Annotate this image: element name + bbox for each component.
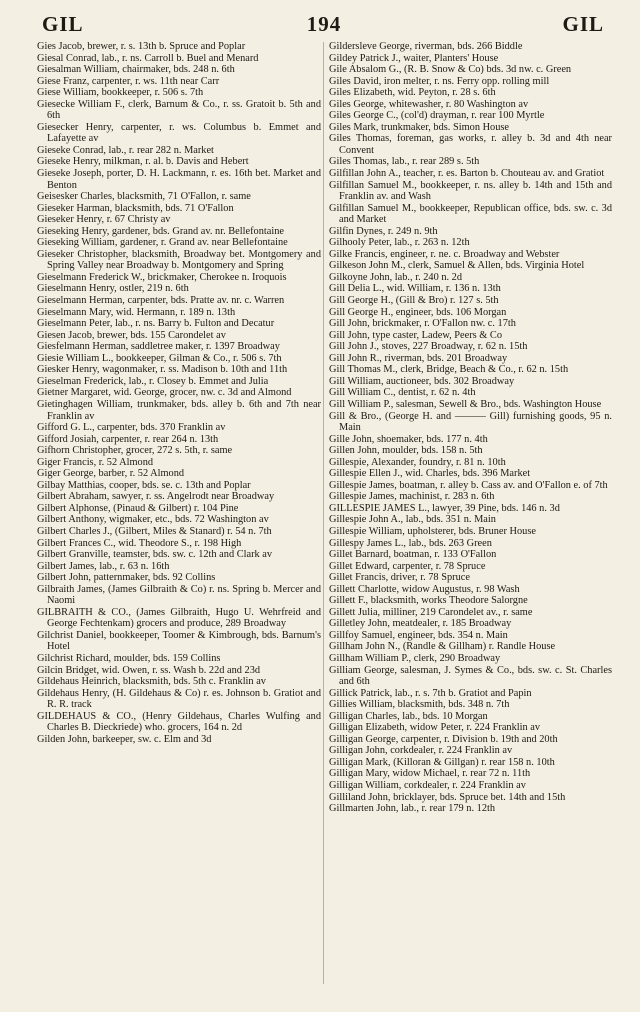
directory-entry: Gill John, brickmaker, r. O'Fallon nw. c. 17th bbox=[329, 318, 516, 330]
directory-entry: Gieseke Henry, milkman, r. al. b. Davis and Hebert bbox=[37, 156, 249, 168]
directory-entry: Gilkeson John M., clerk, Samuel & Allen, bds. Virginia Hotel bbox=[329, 260, 585, 272]
directory-entry: Gilfin Dynes, r. 249 n. 9th bbox=[329, 225, 438, 237]
directory-entry: Gilfillan Samuel M., bookkeeper, Republican office, bds. sw. c. 3d and Market bbox=[329, 202, 612, 226]
directory-entry: GILBRAITH & CO., (James Gilbraith, Hugo U. Wehrfreid and George Fechtenkam) grocers and produce, 289 Broadway bbox=[37, 606, 321, 630]
directory-entry: Gieseker Harman, blacksmith, bds. 71 O'Fallon bbox=[37, 202, 234, 214]
directory-entry: Gilligan Mary, widow Michael, r. rear 72 n. 11th bbox=[329, 768, 531, 780]
directory-entry: Gilchrist Richard, moulder, bds. 159 Collins bbox=[37, 652, 221, 664]
directory-entry: Gieseker Christopher, blacksmith, Broadway bet. Montgomery and Spring Valley near Broadway b. Montgomery and Spring bbox=[37, 248, 321, 272]
left-column bbox=[37, 41, 321, 745]
directory-entry: Gill John, type caster, Ladew, Peers & Co bbox=[329, 329, 502, 341]
directory-entry: Gillen John, moulder, bds. 158 n. 5th bbox=[329, 445, 483, 457]
directory-entry: Gilbert Charles J., (Gilbert, Miles & Stanard) r. 54 n. 7th bbox=[37, 525, 272, 537]
directory-entry: Gieseke Conrad, lab., r. rear 282 n. Market bbox=[37, 144, 214, 156]
header-left-guide-word: GIL bbox=[42, 12, 84, 36]
directory-entry: Gillet Barnard, boatman, r. 133 O'Fallon bbox=[329, 549, 497, 561]
directory-entry: Gilligan Elizabeth, widow Peter, r. 224 Franklin av bbox=[329, 722, 541, 734]
directory-entry: Giger Francis, r. 52 Almond bbox=[37, 456, 154, 468]
directory-entry: Gilligan William, corkdealer, r. 224 Franklin av bbox=[329, 780, 526, 791]
directory-entry: Giesalman William, chairmaker, bds. 248 n. 6th bbox=[37, 64, 235, 76]
directory-entry: Gill William C., dentist, r. 62 n. 4th bbox=[329, 387, 476, 399]
directory-entry: Giesie William L., bookkeeper, Gilman & Co., r. 506 s. 7th bbox=[37, 352, 282, 364]
directory-entry: Giesal Conrad, lab., r. ns. Carroll b. Buel and Menard bbox=[37, 52, 259, 64]
directory-entry: Gilliam George, salesman, J. Symes & Co., bds. sw. c. St. Charles and 6th bbox=[329, 664, 612, 688]
directory-entry: Giles George C., (col'd) drayman, r. rear 100 Myrtle bbox=[329, 110, 545, 122]
directory-entry: Gillespie William, upholsterer, bds. Bruner House bbox=[329, 525, 536, 537]
directory-entry: Giles Mark, trunkmaker, bds. Simon House bbox=[329, 121, 510, 133]
directory-entry: Gilkoyne John, lab., r. 240 n. 2d bbox=[329, 271, 463, 283]
directory-entry: Gietinghagen William, trunkmaker, bds. alley b. 6th and 7th near Franklin av bbox=[37, 398, 321, 422]
directory-entry: Gilbert John, patternmaker, bds. 92 Collins bbox=[37, 572, 216, 584]
directory-entry: Gilhooly Peter, lab., r. 263 n. 12th bbox=[329, 237, 470, 249]
directory-entry: Gillies William, blacksmith, bds. 348 n. 7th bbox=[329, 699, 510, 711]
directory-entry: Gietner Margaret, wid. George, grocer, nw. c. 3d and Almond bbox=[37, 387, 292, 399]
directory-entry: Giesecke William F., clerk, Barnum & Co., r. ss. Gratoit b. 5th and 6th bbox=[37, 98, 321, 122]
directory-entry: Geisesker Charles, blacksmith, 71 O'Fallon, r. same bbox=[37, 191, 251, 203]
directory-entry: Gildersleve George, riverman, bds. 266 Biddle bbox=[329, 41, 523, 52]
directory-entry: Giesfelmann Herman, saddletree maker, r. 1397 Broadway bbox=[37, 341, 280, 353]
directory-entry: GILDEHAUS & CO., (Henry Gildehaus, Charles Wulfing and Charles B. Dieckriede) who. grocers, 164 n. 2d bbox=[37, 710, 321, 734]
directory-entry: Gill George H., (Gill & Bro) r. 127 s. 5th bbox=[329, 295, 499, 307]
directory-entry: Gilligan George, carpenter, r. Division b. 19th and 20th bbox=[329, 733, 558, 745]
directory-entry: Gill William, auctioneer, bds. 302 Broadway bbox=[329, 375, 515, 387]
directory-entry: Gillick Patrick, lab., r. s. 7th b. Gratiot and Papin bbox=[329, 687, 532, 699]
directory-entry: Gilligan Mark, (Killoran & Gillgan) r. rear 158 n. 10th bbox=[329, 756, 555, 768]
page-header bbox=[38, 8, 610, 36]
directory-entry: Gilbert Granville, teamster, bds. sw. c. 12th and Clark av bbox=[37, 549, 273, 561]
directory-entry: Gilchrist Daniel, bookkeeper, Toomer & Kimbrough, bds. Barnum's Hotel bbox=[37, 629, 321, 653]
directory-entry: Gieselmann Henry, ostler, 219 n. 6th bbox=[37, 283, 189, 295]
directory-entry: Gillett Charlotte, widow Augustus, r. 98 Wash bbox=[329, 583, 520, 595]
directory-entry: Gilfillan John A., teacher, r. es. Barton b. Chouteau av. and Gratiot bbox=[329, 168, 605, 180]
directory-entry: Giles David, iron melter, r. ns. Ferry opp. rolling mill bbox=[329, 75, 550, 87]
directory-entry: Gilcin Bridget, wid. Owen, r. ss. Wash b. 22d and 23d bbox=[37, 664, 261, 676]
directory-entry: Gieseking William, gardener, r. Grand av. near Bellefontaine bbox=[37, 237, 288, 249]
directory-entry: Giles George, whitewasher, r. 80 Washington av bbox=[329, 98, 529, 110]
directory-entry: Giesker Henry, wagonmaker, r. ss. Madison b. 10th and 11th bbox=[37, 364, 288, 376]
directory-entry: Giles Thomas, foreman, gas works, r. alley b. 3d and 4th near Convent bbox=[329, 133, 612, 156]
directory-entry: Gieseking Henry, gardener, bds. Grand av. nr. Bellefontaine bbox=[37, 225, 284, 237]
directory-entry: Gildey Patrick J., waiter, Planters' House bbox=[329, 52, 499, 64]
directory-entry: Gillespy James L., lab., bds. 263 Green bbox=[329, 537, 492, 549]
directory-entry: Gill William P., salesman, Sewell & Bro., bds. Washington House bbox=[329, 398, 602, 410]
directory-entry: Gilbert Anthony, wigmaker, etc., bds. 72 Washington av bbox=[37, 514, 269, 526]
directory-entry: GILLESPIE JAMES L., lawyer, 39 Pine, bds. 146 n. 3d bbox=[329, 502, 560, 514]
directory-entry: Gieselmann Peter, lab., r. ns. Barry b. Fulton and Decatur bbox=[37, 318, 275, 330]
directory-entry: Gilden John, barkeeper, sw. c. Elm and 3d bbox=[37, 733, 212, 745]
right-column bbox=[329, 41, 612, 815]
directory-entry: Gieseke Joseph, porter, D. H. Lackmann, r. es. 16th bet. Market and Benton bbox=[37, 168, 321, 191]
directory-entry: Gillfoy Samuel, engineer, bds. 354 n. Main bbox=[329, 629, 508, 641]
header-right-guide-word: GIL bbox=[562, 12, 604, 36]
directory-entry: Gieselman Frederick, lab., r. Closey b. Emmet and Julia bbox=[37, 375, 269, 387]
directory-entry: Gifhorn Christopher, grocer, 272 s. 5th, r. same bbox=[37, 445, 233, 457]
directory-entry: Gile Absalom G., (R. B. Snow & Co) bds. 3d nw. c. Green bbox=[329, 64, 572, 76]
directory-entry: Gillmarten John, lab., r. rear 179 n. 12th bbox=[329, 803, 496, 815]
directory-entry: Gill Delia L., wid. William, r. 136 n. 13th bbox=[329, 283, 501, 295]
directory-entry: Gillet Francis, driver, r. 78 Spruce bbox=[329, 572, 470, 584]
directory-entry: Gill Thomas M., clerk, Bridge, Beach & Co., r. 62 n. 15th bbox=[329, 364, 569, 376]
directory-entry: Gillet Edward, carpenter, r. 78 Spruce bbox=[329, 560, 486, 572]
directory-entry: Gilbert James, lab., r. 63 n. 16th bbox=[37, 560, 170, 572]
directory-entry: Gieselmann Mary, wid. Hermann, r. 189 n. 13th bbox=[37, 306, 236, 318]
directory-entry: Gieselmann Frederick W., brickmaker, Cherokee n. Iroquois bbox=[37, 271, 287, 283]
directory-entry: Gilfillan Samuel M., bookkeeper, r. ns. alley b. 14th and 15th and Franklin av. and Wash bbox=[329, 179, 612, 203]
directory-entry: Giles Elizabeth, wid. Peyton, r. 28 s. 6th bbox=[329, 87, 496, 99]
directory-entry: Gilliland John, bricklayer, bds. Spruce bet. 14th and 15th bbox=[329, 791, 566, 803]
directory-entry: Gille John, shoemaker, bds. 177 n. 4th bbox=[329, 433, 488, 445]
directory-entry: Giese Franz, carpenter, r. ws. 11th near Carr bbox=[37, 75, 220, 87]
directory-entry: Giesecker Henry, carpenter, r. ws. Columbus b. Emmet and Lafayette av bbox=[37, 121, 321, 145]
column-divider bbox=[323, 42, 324, 984]
directory-entry: Gill & Bro., (George H. and ——— Gill) furnishing goods, 95 n. Main bbox=[329, 410, 612, 434]
directory-entry: Gildehaus Henry, (H. Gildehaus & Co) r. es. Johnson b. Gratiot and R. R. track bbox=[37, 687, 321, 711]
directory-entry: Gilke Francis, engineer, r. ne. c. Broadway and Webster bbox=[329, 248, 560, 260]
directory-entry: Gillham William P., clerk, 290 Broadway bbox=[329, 652, 501, 664]
directory-entry: Gilbay Matthias, cooper, bds. se. c. 13th and Poplar bbox=[37, 479, 251, 491]
directory-entry: Gieseker Henry, r. 67 Christy av bbox=[37, 214, 171, 226]
directory-entry: Gill John R., riverman, bds. 201 Broadway bbox=[329, 352, 508, 364]
directory-entry: Gilbert Abraham, sawyer, r. ss. Angelrodt near Broadway bbox=[37, 491, 275, 503]
directory-entry: Gill George H., engineer, bds. 106 Morgan bbox=[329, 306, 507, 318]
directory-entry: Gilbert Alphonse, (Pinaud & Gilbert) r. 104 Pine bbox=[37, 502, 239, 514]
directory-entry: Gillespie James, boatman, r. alley b. Cass av. and O'Fallon e. of 7th bbox=[329, 479, 608, 491]
directory-entry: Giger George, barber, r. 52 Almond bbox=[37, 468, 185, 480]
directory-entry: Gilbraith James, (James Gilbraith & Co) r. ns. Spring b. Mercer and Naomi bbox=[37, 583, 321, 607]
directory-entry: Gies Jacob, brewer, r. s. 13th b. Spruce and Poplar bbox=[37, 41, 246, 52]
directory-entry: Gifford G. L., carpenter, bds. 370 Franklin av bbox=[37, 422, 226, 434]
directory-entry: Gilligan Charles, lab., bds. 10 Morgan bbox=[329, 710, 488, 722]
directory-entry: Gillespie James, machinist, r. 283 n. 6th bbox=[329, 491, 495, 503]
directory-entry: Giles Thomas, lab., r. rear 289 s. 5th bbox=[329, 156, 480, 168]
directory-entry: Gildehaus Heinrich, blacksmith, bds. 5th c. Franklin av bbox=[37, 676, 266, 688]
directory-entry: Giese William, bookkeeper, r. 506 s. 7th bbox=[37, 87, 204, 99]
directory-entry: Gillham John N., (Randle & Gillham) r. Randle House bbox=[329, 641, 556, 653]
directory-entry: Gilletley John, meatdealer, r. 185 Broadway bbox=[329, 618, 512, 630]
directory-entry: Gilbert Frances C., wid. Theodore S., r. 198 High bbox=[37, 537, 242, 549]
page-number: 194 bbox=[306, 12, 342, 36]
directory-entry: Giesen Jacob, brewer, bds. 155 Carondelet av bbox=[37, 329, 226, 341]
directory-entry: Gillespie John A., lab., bds. 351 n. Main bbox=[329, 514, 496, 526]
directory-entry: Gillespie, Alexander, foundry, r. 81 n. 10th bbox=[329, 456, 506, 468]
directory-entry: Gilligan John, corkdealer, r. 224 Franklin av bbox=[329, 745, 513, 757]
directory-entry: Gieselmann Herman, carpenter, bds. Pratte av. nr. c. Warren bbox=[37, 295, 285, 307]
directory-entry: Gifford Josiah, carpenter, r. rear 264 n. 13th bbox=[37, 433, 219, 445]
directory-entry: Gillett Julia, milliner, 219 Carondelet av., r. same bbox=[329, 606, 533, 618]
directory-entry: Gill John J., stoves, 227 Broadway, r. 62 n. 15th bbox=[329, 341, 528, 353]
directory-entry: Gillespie Ellen J., wid. Charles, bds. 396 Market bbox=[329, 468, 531, 480]
directory-entry: Gillett F., blacksmith, works Theodore Salorgne bbox=[329, 595, 528, 607]
